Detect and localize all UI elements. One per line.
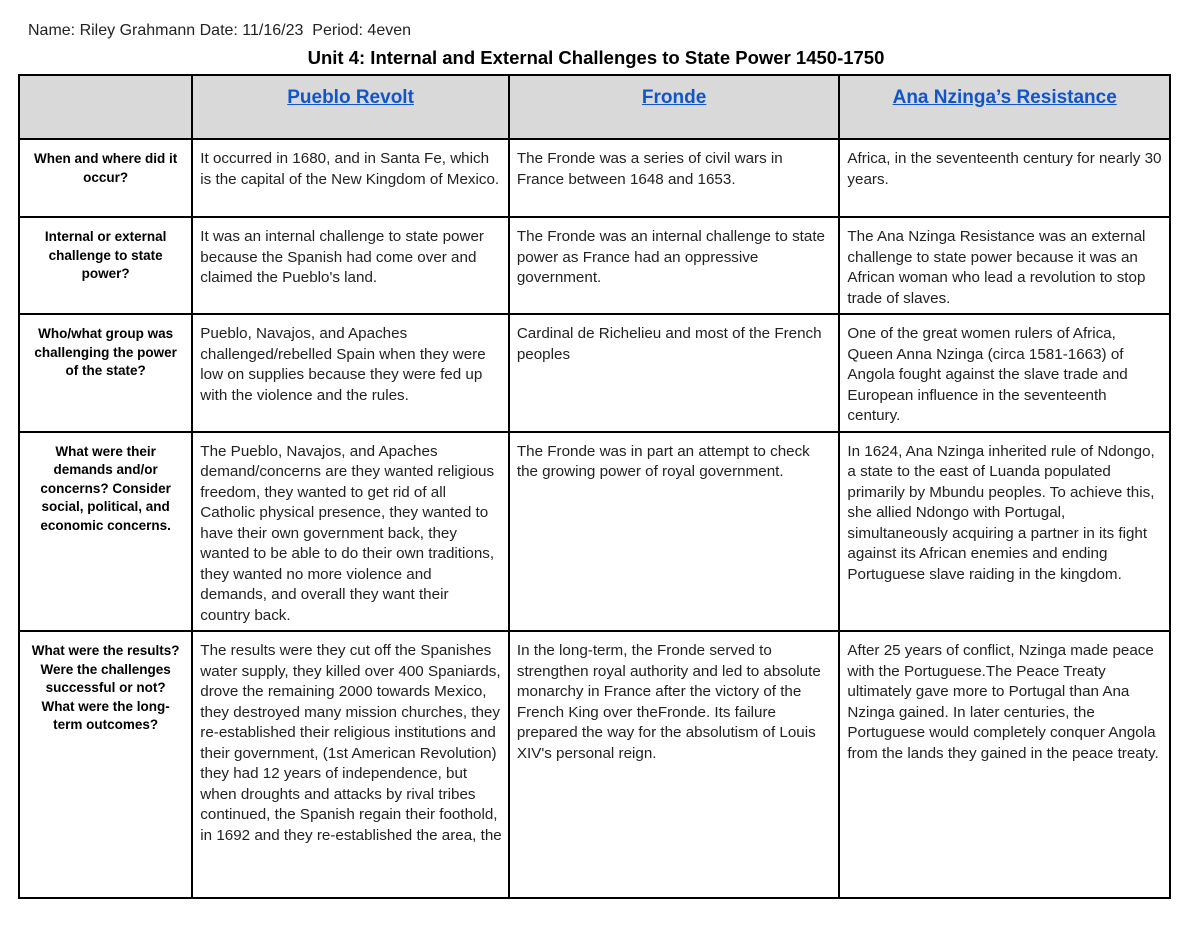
document-title: Unit 4: Internal and External Challenges to State Power 1450-1750 <box>307 47 885 68</box>
header-pueblo-revolt <box>192 75 509 139</box>
question-cell: When and where did it occur? <box>19 139 192 217</box>
answer-cell-nzinga: The Ana Nzinga Resistance was an external challenge to state power because it was an African woman who lead a revolution to stop trade of slaves. <box>839 217 1170 314</box>
header-ana-nzinga <box>839 75 1170 139</box>
table-row <box>19 631 1170 898</box>
table-row <box>19 217 1170 314</box>
header-fronde <box>509 75 840 139</box>
table-row <box>19 314 1170 432</box>
question-cell: Internal or external challenge to state power? <box>19 217 192 314</box>
answer-cell-fronde: The Fronde was an internal challenge to state power as France had an oppressive government. <box>509 217 840 314</box>
header-corner-cell <box>19 75 192 139</box>
answer-cell-pueblo: It occurred in 1680, and in Santa Fe, which is the capital of the New Kingdom of Mexico. <box>192 139 509 217</box>
answer-cell-fronde: In the long-term, the Fronde served to strengthen royal authority and led to absolute monarchy in France after the victory of the French King over theFronde. Its failure prepared the way for the absolutism of Louis XIV's personal reign. <box>509 631 840 898</box>
answer-cell-nzinga: After 25 years of conflict, Nzinga made peace with the Portuguese.The Peace Treaty ultimately gave more to Portugal than Ana Nzinga gained. In later centuries, the Portuguese would completely conquer Angola from the lands they gained in the peace treaty. <box>839 631 1170 898</box>
question-cell: What were the results? Were the challenges successful or not? What were the long-term outcomes? <box>19 631 192 898</box>
answer-cell-pueblo <box>192 631 509 898</box>
answer-cell-pueblo: The Pueblo, Navajos, and Apaches demand/concerns are they wanted religious freedom, they wanted to get rid of all Catholic physical presence, they wanted to have their own government back, they wanted to be able to do their own traditions, they wanted no more violence and demands, and overall they want their country back. <box>192 432 509 632</box>
answer-cell-fronde: The Fronde was in part an attempt to check the growing power of royal government. <box>509 432 840 632</box>
question-cell: Who/what group was challenging the power of the state? <box>19 314 192 432</box>
table-row <box>19 432 1170 632</box>
challenges-table <box>18 74 1171 899</box>
answer-text-clipped: The results were they cut off the Spanishes water supply, they killed over 400 Spaniards, drove the remaining 2000 towards Mexico, they destroyed many mission churches, they re-established their religious institutions and their government, (1st American Revolution) they had 12 years of independence, but when droughts and attacks by rival tribes continued, the Spanish regain their foothold, in 1692 and they re-established the area, the <box>200 642 502 844</box>
student-info-line: Name: Riley Grahmann Date: 11/16/23 Period: 4even <box>28 22 412 39</box>
pueblo-revolt-link[interactable]: Pueblo Revolt <box>287 87 414 108</box>
answer-cell-fronde: The Fronde was a series of civil wars in France between 1648 and 1653. <box>509 139 840 217</box>
table-header-row <box>19 75 1170 139</box>
fronde-link[interactable]: Fronde <box>641 87 707 108</box>
answer-cell-pueblo: Pueblo, Navajos, and Apaches challenged/rebelled Spain when they were low on supplies because they were fed up with the violence and the rules. <box>192 314 509 432</box>
answer-cell-nzinga: One of the great women rulers of Africa, Queen Anna Nzinga (circa 1581-1663) of Angola fought against the slave trade and European influence in the seventeenth century. <box>839 314 1170 432</box>
table-row <box>19 139 1170 217</box>
ana-nzinga-link[interactable]: Ana Nzinga’s Resistance <box>892 87 1117 108</box>
answer-cell-nzinga: Africa, in the seventeenth century for nearly 30 years. <box>839 139 1170 217</box>
answer-cell-fronde: Cardinal de Richelieu and most of the French peoples <box>509 314 840 432</box>
answer-cell-nzinga: In 1624, Ana Nzinga inherited rule of Ndongo, a state to the east of Luanda populated primarily by Mbundu peoples. To achieve this, she allied Ndongo with Portugal, simultaneously acquiring a partner in its fight against its African enemies and ending Portuguese slave raiding in the kingdom. <box>839 432 1170 632</box>
answer-cell-pueblo: It was an internal challenge to state power because the Spanish had come over and claimed the Pueblo's land. <box>192 217 509 314</box>
question-cell: What were their demands and/or concerns? Consider social, political, and economic concerns. <box>19 432 192 632</box>
